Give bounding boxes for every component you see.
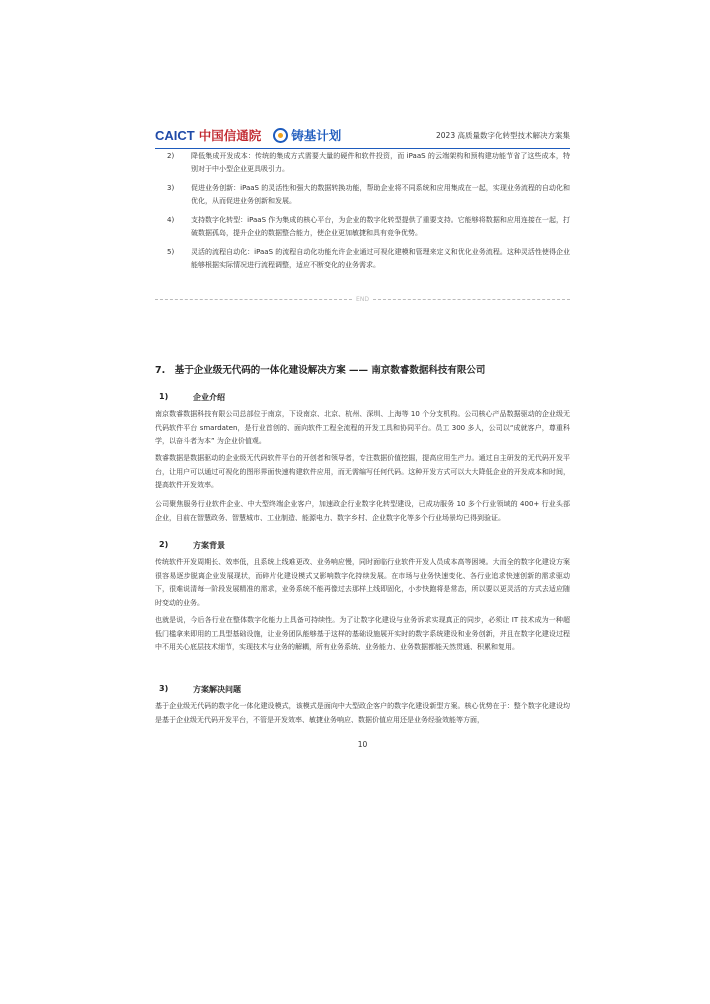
caict-logo — [155, 126, 261, 144]
list-item-text: 促进业务创新：iPaaS 的灵活性和强大的数据转换功能，帮助企业将不同系统和应用集成在一起，实现业务流程的自动化和优化，从而促进业务创新和发展。 — [191, 184, 570, 205]
list-item — [155, 182, 570, 208]
subsection-number: 1) — [159, 392, 169, 401]
end-divider-line-right — [373, 299, 570, 300]
end-divider-line-left — [155, 299, 352, 300]
list-item-text: 灵活的流程自动化：iPaaS 的流程自动化功能允许企业通过可视化建模和管理来定义和优化业务流程。这种灵活性使得企业能够根据实际情况进行流程调整，适应不断变化的业务需求。 — [191, 248, 570, 269]
paragraph: 数睿数据是数据驱动的企业级无代码软件平台的开创者和领导者，专注数据价值挖掘，提高应用生产力。通过自主研发的无代码开发平台，让用户可以通过可视化的图形界面快速构建软件应用，而无需编写任何代码。这种开发方式可以大大降低企业的开发成本和时间，提高软件开发效率。 — [155, 454, 570, 489]
document-title: 2023 高质量数字化转型技术解决方案集 — [436, 130, 570, 140]
zhuji-logo-icon — [273, 128, 288, 143]
end-divider-text: END — [356, 296, 369, 303]
list-item — [155, 214, 570, 240]
header-divider — [155, 148, 570, 149]
list-item-number: 2) — [167, 152, 175, 160]
paragraph: 也就是说，今后各行业在整体数字化能力上具备可持续性。为了让数字化建设与业务诉求实现真正的同步，必须让 IT 技术成为一种超低门槛拿来即用的工具型基础设施，让业务团队能够基于这样的基础设施展开实时的数字系统建设和业务创新，并且在数字化建设过程中不用关心底层技术细节，实现技术与业务的解耦，所有业务系统、业务能力、业务数据都能天然贯通、积累和复用。 — [155, 616, 570, 651]
zhuji-logo-text: 铸基计划 — [291, 128, 342, 143]
caict-logo-text: CAICT — [155, 127, 195, 143]
paragraph: 公司聚焦服务行业软件企业、中大型终端企业客户，加速政企行业数字化转型建设，已成功服务 10 多个行业领域的 400+ 行业头部企业，目前在智慧政务、智慧城市、工业制造、能源电力、数字乡村、企业数字化等多个行业场景均已得到验证。 — [155, 500, 570, 522]
caict-logo-cn-text: 中国信通院 — [198, 128, 262, 143]
benefit-list — [155, 150, 570, 278]
subsection-heading — [155, 392, 570, 403]
subsection-title: 方案解决问题 — [193, 685, 241, 694]
subsection-title: 方案背景 — [193, 541, 225, 550]
page-number: 10 — [357, 740, 368, 749]
zhuji-logo — [273, 126, 341, 144]
paragraph: 传统软件开发周期长、效率低，且系统上线难更改、业务响应慢，同时面临行业软件开发人员成本高等困境。大而全的数字化建设方案很容易逐步脱离企业发展现状，而碎片化建设模式又影响数字化持续发展。在市场与业务快速变化、各行业追求快速创新的需求驱动下，很难说清每一阶段发展精准的需求，业务系统不能再像过去那样上线即固化，小步快跑将是常态，所以要以更灵活的方式去适应随时变动的业务。 — [155, 558, 570, 607]
list-item-number: 4) — [167, 216, 175, 224]
list-item-text: 降低集成开发成本：传统的集成方式需要大量的硬件和软件投资，而 iPaaS 的云端架构和预构建功能节省了这些成本，特别对于中小型企业更具吸引力。 — [191, 152, 570, 173]
subsection-number: 3) — [159, 684, 169, 693]
end-divider — [155, 296, 570, 303]
list-item-text: 支持数字化转型：iPaaS 作为集成的核心平台，为企业的数字化转型提供了重要支持。它能够将数据和应用连接在一起，打破数据孤岛，提升企业的数据整合能力，使企业更加敏捷和具有竞争优势。 — [191, 216, 570, 237]
subsection-heading — [155, 684, 570, 695]
list-item — [155, 150, 570, 176]
subsection-number: 2) — [159, 540, 169, 549]
page-header — [155, 124, 570, 146]
subsection-title: 企业介绍 — [193, 393, 225, 402]
list-item-number: 3) — [167, 184, 175, 192]
section-title: 7. 基于企业级无代码的一体化建设解决方案 —— 南京数睿数据科技有限公司 — [155, 365, 486, 376]
list-item-number: 5) — [167, 248, 175, 256]
paragraph: 南京数睿数据科技有限公司总部位于南京，下设南京、北京、杭州、深圳、上海等 10 个分支机构。公司核心产品数据驱动的企业级无代码软件平台 smardaten，是行业首创的、面向软件工程全流程的开发工具和协同平台。员工 300 多人，公司以“成就客户，尊重科学，以奋斗者为本” 为企业价值观。 — [155, 410, 570, 445]
subsection-heading — [155, 540, 570, 551]
list-item — [155, 246, 570, 272]
paragraph: 基于企业级无代码的数字化一体化建设模式，该模式是面向中大型政企客户的数字化建设新型方案。核心优势在于：整个数字化建设均是基于企业级无代码开发平台，不管是开发效率、敏捷业务响应、数据价值应用还是业务经验效能等方面， — [155, 702, 570, 724]
